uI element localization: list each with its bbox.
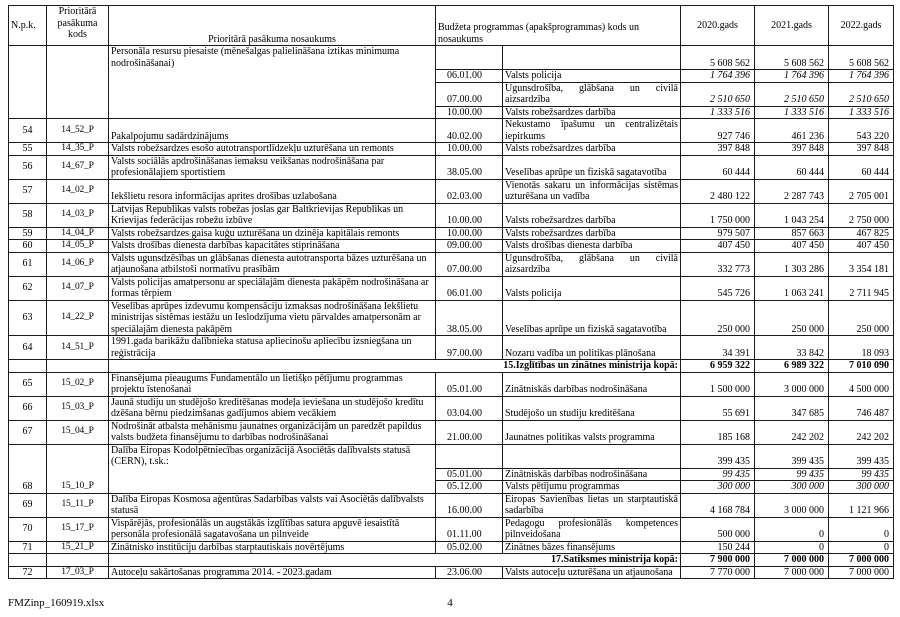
- program-code-cell: 09.00.00: [436, 240, 503, 253]
- table-row: [9, 396, 894, 420]
- table-row: [9, 119, 894, 143]
- table-row: [9, 444, 894, 468]
- value-2020-cell: 250 000: [681, 300, 755, 336]
- value-2022-cell: 99 435: [829, 468, 894, 481]
- value-2022-cell: 407 450: [829, 240, 894, 253]
- value-2021-cell: 399 435: [755, 444, 829, 468]
- value-2020-cell: 500 000: [681, 517, 755, 541]
- program-code-cell: 01.11.00: [436, 517, 503, 541]
- kods-cell: 14_05_P: [47, 240, 109, 253]
- name-cell: Valsts sociālās apdrošināšanas iemaksu veikšanas nodrošināšana par profesionālajiem sportistiem: [109, 155, 436, 179]
- value-2022-cell: 300 000: [829, 481, 894, 494]
- header-year-2021: 2021.gads: [755, 6, 829, 46]
- total-row: [9, 360, 894, 373]
- value-2020-cell: 60 444: [681, 155, 755, 179]
- value-2021-cell: 250 000: [755, 300, 829, 336]
- program-code-cell: 10.00.00: [436, 203, 503, 227]
- table-row: [9, 46, 894, 70]
- value-2020-cell: 5 608 562: [681, 46, 755, 70]
- table-row: [9, 143, 894, 156]
- program-name-cell: Jaunatnes politikas valsts programma: [503, 420, 681, 444]
- value-2020-cell: 150 244: [681, 541, 755, 554]
- program-code-cell: 40.02.00: [436, 119, 503, 143]
- kods-cell: 14_07_P: [47, 276, 109, 300]
- kods-cell: 14_06_P: [47, 252, 109, 276]
- value-2022-cell: 4 500 000: [829, 372, 894, 396]
- kods-cell: 14_03_P: [47, 203, 109, 227]
- value-2022-cell: 0: [829, 541, 894, 554]
- page-footer: [0, 595, 900, 609]
- value-2021-cell: 3 000 000: [755, 372, 829, 396]
- table-row: [9, 336, 894, 360]
- program-code-cell: 21.00.00: [436, 420, 503, 444]
- program-name-cell: Valsts robežsardzes darbība: [503, 143, 681, 156]
- program-name-cell: Valsts policija: [503, 276, 681, 300]
- program-name-cell: Valsts robežsardzes darbība: [503, 106, 681, 119]
- header-npk: N.p.k.: [9, 6, 47, 46]
- value-2022-cell: 467 825: [829, 227, 894, 240]
- kods-cell: 14_22_P: [47, 300, 109, 336]
- header-budget-program: Budžeta programmas (apakšprogrammas) kods un nosaukums: [436, 6, 681, 46]
- value-2022-cell: 7 010 090: [829, 360, 894, 373]
- npk-cell: 55: [9, 143, 47, 156]
- header-kods: Prioritārā pasākuma kods: [47, 6, 109, 46]
- program-code-cell: 23.06.00: [436, 566, 503, 579]
- kods-cell: 14_52_P: [47, 119, 109, 143]
- name-cell: Nodrošināt atbalsta mehānismu jaunatnes organizācijām un paredzēt papildus valsts budžeta finansējumu to darbības nodrošināšanai: [109, 420, 436, 444]
- value-2021-cell: 242 202: [755, 420, 829, 444]
- value-2021-cell: 397 848: [755, 143, 829, 156]
- program-name-cell: Veselības aprūpe un fiziskā sagatavotība: [503, 300, 681, 336]
- program-code-cell: 07.00.00: [436, 82, 503, 106]
- program-code-cell: 10.00.00: [436, 143, 503, 156]
- value-2022-cell: 242 202: [829, 420, 894, 444]
- header-year-2022: 2022.gads: [829, 6, 894, 46]
- value-2022-cell: 18 093: [829, 336, 894, 360]
- value-2021-cell: 1 764 396: [755, 70, 829, 83]
- program-name-cell: Nozaru vadība un politikas plānošana: [503, 336, 681, 360]
- value-2021-cell: 1 303 286: [755, 252, 829, 276]
- value-2020-cell: 6 959 322: [681, 360, 755, 373]
- name-cell: Valsts policijas amatpersonu ar speciālajām dienesta pakāpēm nodrošināšana ar formas tērpiem: [109, 276, 436, 300]
- program-name-cell: Valsts robežsardzes darbība: [503, 203, 681, 227]
- value-2020-cell: 1 750 000: [681, 203, 755, 227]
- npk-cell: 61: [9, 252, 47, 276]
- table-row: [9, 493, 894, 517]
- npk-cell: [9, 554, 47, 567]
- kods-cell: 15_17_P: [47, 517, 109, 541]
- kods-cell: 15_02_P: [47, 372, 109, 396]
- program-name-cell: Valsts autoceļu uzturēšana un atjaunošana: [503, 566, 681, 579]
- table-row: [9, 203, 894, 227]
- value-2022-cell: 250 000: [829, 300, 894, 336]
- value-2020-cell: 397 848: [681, 143, 755, 156]
- page-number: 4: [447, 597, 453, 609]
- name-cell: Autoceļu sakārtošanas programma 2014. - 2023.gadam: [109, 566, 436, 579]
- program-name-cell: Studējošo un studiju kreditēšana: [503, 396, 681, 420]
- program-name-cell: Ugunsdrošība, glābšana un civilā aizsardzība: [503, 82, 681, 106]
- value-2020-cell: 399 435: [681, 444, 755, 468]
- value-2021-cell: 6 989 322: [755, 360, 829, 373]
- value-2021-cell: 461 236: [755, 119, 829, 143]
- table-row: [9, 566, 894, 579]
- npk-cell: 70: [9, 517, 47, 541]
- value-2021-cell: 3 000 000: [755, 493, 829, 517]
- name-cell: Veselības aprūpes izdevumu kompensāciju izmaksas nodrošināšana Iekšlietu ministrijas sistēmas iestāžu un Ieslodzījuma vietu pārvaldes amatpersonām ar speciālajām dienesta pakāpēm: [109, 300, 436, 336]
- value-2022-cell: 1 764 396: [829, 70, 894, 83]
- total-row: [9, 554, 894, 567]
- npk-cell: 64: [9, 336, 47, 360]
- value-2021-cell: 33 842: [755, 336, 829, 360]
- value-2020-cell: 979 507: [681, 227, 755, 240]
- value-2020-cell: 1 500 000: [681, 372, 755, 396]
- name-cell: Iekšlietu resora informācijas aprites drošības uzlabošana: [109, 179, 436, 203]
- budget-table: [8, 5, 894, 579]
- value-2021-cell: 99 435: [755, 468, 829, 481]
- table-row: [9, 517, 894, 541]
- program-name-cell: Vienotās sakaru un informācijas sistēmas uzturēšana un vadība: [503, 179, 681, 203]
- value-2022-cell: 2 750 000: [829, 203, 894, 227]
- name-cell: Jaunā studiju un studējošo kreditēšanas modeļa ieviešana un studējošo kredītu dzēšana bērnu piedzimšanas gadījumos abiem vecākiem: [109, 396, 436, 420]
- program-code-cell: 97.00.00: [436, 336, 503, 360]
- value-2020-cell: 300 000: [681, 481, 755, 494]
- npk-cell: 68: [9, 444, 47, 493]
- kods-cell: 14_04_P: [47, 227, 109, 240]
- program-code-cell: [436, 444, 503, 468]
- program-code-cell: 05.01.00: [436, 372, 503, 396]
- program-name-cell: Zinātniskās darbības nodrošināšana: [503, 468, 681, 481]
- value-2020-cell: 545 726: [681, 276, 755, 300]
- value-2021-cell: 7 000 000: [755, 566, 829, 579]
- npk-cell: 54: [9, 119, 47, 143]
- program-code-cell: 03.04.00: [436, 396, 503, 420]
- program-code-cell: 05.02.00: [436, 541, 503, 554]
- name-cell: Finansējuma pieaugums Fundamentālo un lietišķo pētījumu programmas projektu īstenošanai: [109, 372, 436, 396]
- value-2020-cell: 55 691: [681, 396, 755, 420]
- value-2021-cell: 0: [755, 541, 829, 554]
- value-2020-cell: 34 391: [681, 336, 755, 360]
- value-2021-cell: 7 000 000: [755, 554, 829, 567]
- kods-cell: 15_03_P: [47, 396, 109, 420]
- npk-cell: 69: [9, 493, 47, 517]
- file-name: FMZinp_160919.xlsx: [8, 597, 105, 609]
- program-code-cell: [436, 46, 503, 70]
- value-2022-cell: 3 354 181: [829, 252, 894, 276]
- value-2021-cell: 60 444: [755, 155, 829, 179]
- value-2020-cell: 7 900 000: [681, 554, 755, 567]
- npk-cell: 66: [9, 396, 47, 420]
- kods-cell: 15_04_P: [47, 420, 109, 444]
- value-2022-cell: 397 848: [829, 143, 894, 156]
- name-cell: Valsts robežsardzes esošo autotransportlīdzekļu uzturēšana un remonts: [109, 143, 436, 156]
- header-year-2020: 2020.gads: [681, 6, 755, 46]
- name-cell: Pakalpojumu sadārdzinājums: [109, 119, 436, 143]
- program-name-cell: Valsts pētījumu programmas: [503, 481, 681, 494]
- program-code-cell: 16.00.00: [436, 493, 503, 517]
- header-row: [9, 6, 894, 46]
- program-name-cell: Pedagogu profesionālās kompetences pilnveidošana: [503, 517, 681, 541]
- kods-cell: 17_03_P: [47, 566, 109, 579]
- kods-cell: 14_67_P: [47, 155, 109, 179]
- value-2021-cell: 347 685: [755, 396, 829, 420]
- total-label: 15.Izglītības un zinātnes ministrija kopā:: [109, 360, 681, 373]
- value-2021-cell: 300 000: [755, 481, 829, 494]
- program-code-cell: 05.01.00: [436, 468, 503, 481]
- program-name-cell: Ugunsdrošība, glābšana un civilā aizsardzība: [503, 252, 681, 276]
- name-cell: 1991.gada barikāžu dalībnieka statusa apliecinošu apliecību izsniegšana un reģistrācija: [109, 336, 436, 360]
- name-cell: Vispārējās, profesionālās un augstākās izglītības satura apguvē iesaistītā personāla profesionālā sagatavošana un pilnveide: [109, 517, 436, 541]
- total-label: 17.Satiksmes ministrija kopā:: [109, 554, 681, 567]
- value-2022-cell: 60 444: [829, 155, 894, 179]
- npk-cell: 62: [9, 276, 47, 300]
- value-2020-cell: 1 764 396: [681, 70, 755, 83]
- value-2022-cell: 0: [829, 517, 894, 541]
- value-2022-cell: 399 435: [829, 444, 894, 468]
- value-2020-cell: 7 770 000: [681, 566, 755, 579]
- kods-cell: 14_35_P: [47, 143, 109, 156]
- name-cell: Valsts ugunsdzēsības un glābšanas dienesta autotransporta bāzes uzturēšana un atjaunošana atbilstoši normatīvu prasībām: [109, 252, 436, 276]
- name-cell: Zinātnisko institūciju darbības starptautiskais novērtējums: [109, 541, 436, 554]
- value-2022-cell: 543 220: [829, 119, 894, 143]
- table-row: [9, 276, 894, 300]
- value-2022-cell: 746 487: [829, 396, 894, 420]
- npk-cell: 71: [9, 541, 47, 554]
- npk-cell: 56: [9, 155, 47, 179]
- value-2021-cell: 1 043 254: [755, 203, 829, 227]
- program-name-cell: Zinātnes bāzes finansējums: [503, 541, 681, 554]
- value-2022-cell: 1 121 966: [829, 493, 894, 517]
- name-cell: Valsts robežsardzes gaisa kuģu uzturēšana un dzinēja kapitālais remonts: [109, 227, 436, 240]
- table-row: [9, 541, 894, 554]
- value-2020-cell: 99 435: [681, 468, 755, 481]
- program-name-cell: Valsts robežsardzes darbība: [503, 227, 681, 240]
- value-2020-cell: 185 168: [681, 420, 755, 444]
- value-2020-cell: 407 450: [681, 240, 755, 253]
- program-code-cell: 07.00.00: [436, 252, 503, 276]
- value-2022-cell: 5 608 562: [829, 46, 894, 70]
- npk-cell: [9, 46, 47, 119]
- npk-cell: 72: [9, 566, 47, 579]
- table-row: [9, 227, 894, 240]
- table-body: [9, 46, 894, 579]
- program-name-cell: Valsts drošības dienesta darbība: [503, 240, 681, 253]
- name-cell: Valsts drošības dienesta darbības kapacitātes stiprināšana: [109, 240, 436, 253]
- table-row: [9, 420, 894, 444]
- value-2021-cell: 5 608 562: [755, 46, 829, 70]
- program-code-cell: 06.01.00: [436, 70, 503, 83]
- value-2021-cell: 1 333 516: [755, 106, 829, 119]
- name-cell: Dalība Eiropas Kosmosa aģentūras Sadarbības valsts vai Asociētās dalībvalsts statusā: [109, 493, 436, 517]
- value-2022-cell: 1 333 516: [829, 106, 894, 119]
- npk-cell: 60: [9, 240, 47, 253]
- program-code-cell: 38.05.00: [436, 155, 503, 179]
- kods-cell: 15_21_P: [47, 541, 109, 554]
- program-name-cell: Eiropas Savienības lietas un starptautiskā sadarbība: [503, 493, 681, 517]
- table-row: [9, 179, 894, 203]
- value-2020-cell: 927 746: [681, 119, 755, 143]
- program-name-cell: Valsts policija: [503, 70, 681, 83]
- npk-cell: 65: [9, 372, 47, 396]
- npk-cell: 59: [9, 227, 47, 240]
- table-row: [9, 155, 894, 179]
- npk-cell: [9, 360, 47, 373]
- program-code-cell: 02.03.00: [436, 179, 503, 203]
- header-nosaukums: Prioritārā pasākuma nosaukums: [109, 6, 436, 46]
- kods-cell: 15_10_P: [47, 444, 109, 493]
- table-row: [9, 252, 894, 276]
- kods-cell: 14_51_P: [47, 336, 109, 360]
- kods-cell: 15_11_P: [47, 493, 109, 517]
- value-2022-cell: 7 000 000: [829, 554, 894, 567]
- value-2021-cell: 2 510 650: [755, 82, 829, 106]
- value-2022-cell: 2 705 001: [829, 179, 894, 203]
- value-2021-cell: 407 450: [755, 240, 829, 253]
- value-2020-cell: 2 510 650: [681, 82, 755, 106]
- value-2020-cell: 332 773: [681, 252, 755, 276]
- kods-cell: [47, 46, 109, 119]
- kods-cell: [47, 360, 109, 373]
- value-2020-cell: 2 480 122: [681, 179, 755, 203]
- kods-cell: 14_02_P: [47, 179, 109, 203]
- value-2021-cell: 857 663: [755, 227, 829, 240]
- table-row: [9, 300, 894, 336]
- name-cell: Dalība Eiropas Kodolpētniecības organizācijā Asociētās dalībvalsts statusā (CERN), t.sk.:: [109, 444, 436, 493]
- program-code-cell: 10.00.00: [436, 106, 503, 119]
- program-name-cell: Veselības aprūpe un fiziskā sagatavotība: [503, 155, 681, 179]
- program-code-cell: 38.05.00: [436, 300, 503, 336]
- value-2021-cell: 0: [755, 517, 829, 541]
- program-code-cell: 06.01.00: [436, 276, 503, 300]
- value-2021-cell: 1 063 241: [755, 276, 829, 300]
- value-2021-cell: 2 287 743: [755, 179, 829, 203]
- npk-cell: 58: [9, 203, 47, 227]
- program-name-cell: [503, 444, 681, 468]
- program-code-cell: 05.12.00: [436, 481, 503, 494]
- table-row: [9, 372, 894, 396]
- value-2020-cell: 4 168 784: [681, 493, 755, 517]
- table-row: [9, 240, 894, 253]
- program-name-cell: [503, 46, 681, 70]
- program-code-cell: 10.00.00: [436, 227, 503, 240]
- value-2020-cell: 1 333 516: [681, 106, 755, 119]
- kods-cell: [47, 554, 109, 567]
- name-cell: Personāla resursu piesaiste (mēnešalgas palielināšana iztikas minimuma nodrošināšanai): [109, 46, 436, 119]
- program-name-cell: Zinātniskās darbības nodrošināšana: [503, 372, 681, 396]
- name-cell: Latvijas Republikas valsts robežas joslas gar Baltkrievijas Republikas un Krievijas federācijas robežu izbūve: [109, 203, 436, 227]
- value-2022-cell: 2 510 650: [829, 82, 894, 106]
- value-2022-cell: 7 000 000: [829, 566, 894, 579]
- value-2022-cell: 2 711 945: [829, 276, 894, 300]
- npk-cell: 67: [9, 420, 47, 444]
- program-name-cell: Nekustamo īpašumu un centralizētais iepirkums: [503, 119, 681, 143]
- npk-cell: 63: [9, 300, 47, 336]
- npk-cell: 57: [9, 179, 47, 203]
